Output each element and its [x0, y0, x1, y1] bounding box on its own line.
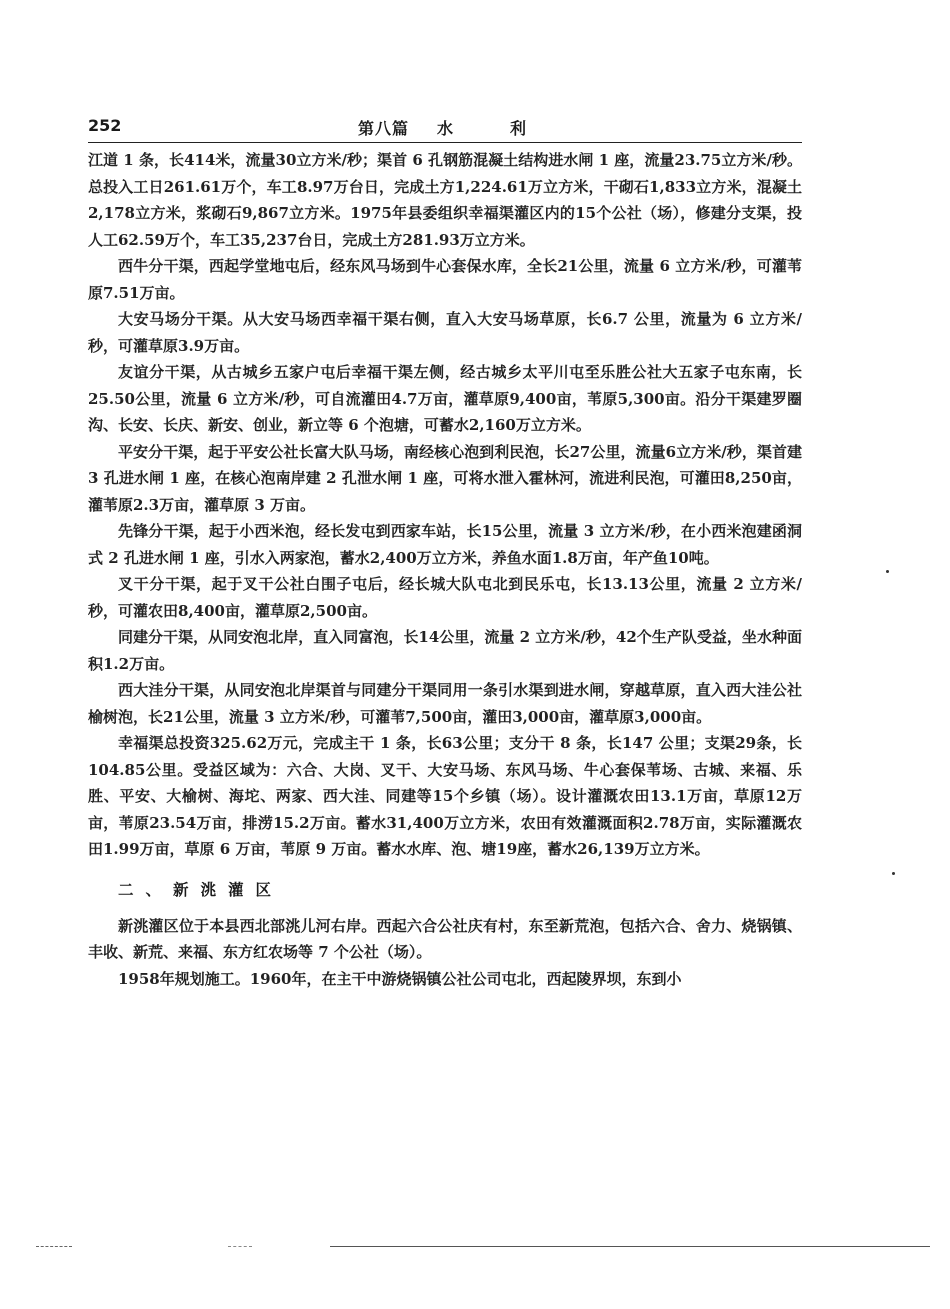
paragraph-daan-canal: 大安马场分干渠。从大安马场西幸福干渠右侧，直入大安马场草原，长6.7 公里，流量为 6 立方米/秒，可灌草原3.9万亩。	[88, 310, 802, 355]
running-head	[88, 112, 802, 143]
footer-mark	[228, 1246, 252, 1247]
footer-mark	[36, 1246, 72, 1247]
page-content	[88, 112, 802, 992]
paragraph-xidawa-canal: 西大洼分干渠，从同安泡北岸渠首与同建分干渠同用一条引水渠到进水闸，穿越草原，直入西大洼公社榆树泡，长21公里，流量 3 立方米/秒，可灌苇7,500亩，灌田3,000亩，灌草原3,000亩。	[88, 681, 802, 726]
paragraph-xiniu-canal: 西牛分干渠，西起学堂地屯后，经东风马场到牛心套保水库，全长21公里，流量 6 立方米/秒，可灌苇原7.51万亩。	[88, 257, 802, 302]
page-number: 252	[88, 116, 122, 135]
paragraph-xintao-intro: 新洮灌区位于本县西北部洮儿河右岸。西起六合公社庆有村，东至新荒泡，包括六合、舍力、烧锅镇、丰收、新荒、来福、东方红农场等 7 个公社（场）。	[88, 916, 802, 961]
paragraph-tongjian-canal: 同建分干渠，从同安泡北岸，直入同富泡，长14公里，流量 2 立方米/秒，42个生产队受益，坐水种面积1.2万亩。	[88, 628, 802, 673]
chapter-label: 第八篇	[358, 119, 410, 138]
paragraph-pingan-canal: 平安分干渠，起于平安公社长富大队马场，南经核心泡到利民泡，长27公里，流量6立方米/秒，渠首建 3 孔进水闸 1 座，在核心泡南岸建 2 孔泄水闸 1 座，可将水泄入霍林河，流进利民泡，可灌田8,250亩，灌苇原2.3万亩，灌草原 3 万亩。	[88, 442, 802, 514]
paragraph-chagan-canal: 叉干分干渠，起于叉干公社白围子屯后，经长城大队屯北到民乐屯，长13.13公里，流量 2 立方米/秒，可灌农田8,400亩，灌草原2,500亩。	[88, 575, 802, 620]
paragraph-xianfeng-canal: 先锋分干渠，起于小西米泡，经长发屯到西家车站，长15公里，流量 3 立方米/秒，在小西米泡建函洞式 2 孔进水闸 1 座，引水入两家泡，蓄水2,400万立方米，养鱼水面1.8万亩，年产鱼10吨。	[88, 522, 802, 567]
margin-speck	[892, 872, 895, 875]
footer-rule	[330, 1246, 930, 1247]
paragraph-xintao-construction: 1958年规划施工。1960年，在主干中游烧锅镇公社公司屯北，西起陵界坝，东到小	[118, 969, 682, 988]
chapter-subject-1: 水	[437, 119, 455, 138]
section-heading: 二、新洮灌区	[118, 879, 284, 899]
chapter-subject-2: 利	[510, 119, 528, 138]
paragraph-youyi-canal: 友谊分干渠，从古城乡五家户屯后幸福干渠左侧，经古城乡太平川屯至乐胜公社大五家子屯东南，长25.50公里，流量 6 立方米/秒，可自流灌田4.7万亩，灌草原9,400亩，苇原5,300亩。沿分干渠建罗圈沟、长安、长庆、新安、创业，新立等 6 个泡塘，可蓄水2,160万立方米。	[88, 363, 802, 434]
paragraph-xingfu-summary: 幸福渠总投资325.62万元，完成主干 1 条，长63公里；支分干 8 条，长147 公里；支渠29条，长104.85公里。受益区域为：六合、大岗、叉干、大安马场、东风马场、牛心套保苇场、古城、来福、乐胜、平安、大榆树、海坨、两家、西大洼、同建等15个乡镇（场）。设计灌溉农田13.1万亩，草原12万亩，苇原23.54万亩，排涝15.2万亩。蓄水31,400万立方米，农田有效灌溉面积2.78万亩，实际灌溉农田1.99万亩，草原 6 万亩，苇原 9 万亩。蓄水水库、泡、塘19座，蓄水26,139万立方米。	[88, 734, 802, 858]
body-text	[88, 147, 802, 992]
chapter-title	[358, 116, 527, 139]
paragraph-continued: 江道 1 条，长414米，流量30立方米/秒；渠首 6 孔钢筋混凝土结构进水闸 1 座，流量23.75立方米/秒。总投入工日261.61万个，车工8.97万台日，完成土方1,224.61万立方米，干砌石1,833立方米，混凝土2,178立方米，浆砌石9,867立方米。1975年县委组织幸福渠灌区内的15个公社（场），修建分支渠，投人工62.59万个，车工35,237台日，完成土方281.93万立方米。	[88, 151, 802, 249]
margin-speck	[886, 570, 889, 573]
